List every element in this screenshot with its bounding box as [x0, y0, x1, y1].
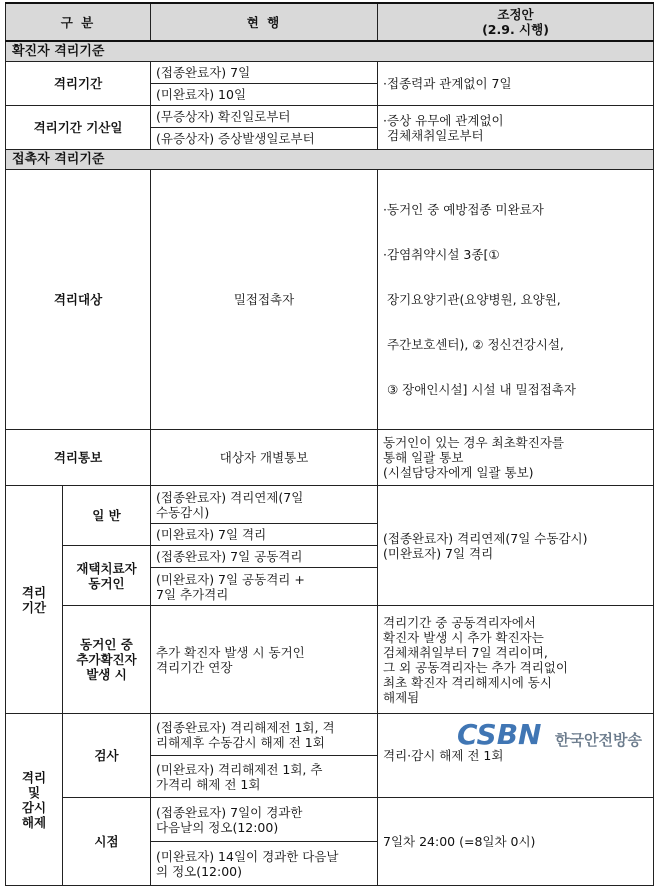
table-row — [6, 430, 654, 486]
text-line: (미완료자) 7일 격리 — [383, 545, 494, 561]
text-line: 추가확진자 — [76, 652, 137, 667]
broadcaster-watermark — [455, 712, 655, 752]
table-row — [6, 606, 654, 714]
sub-label-general: 일 반 — [63, 486, 151, 546]
cell-current: (미완료자) 10일 — [151, 84, 378, 106]
cell-current — [151, 842, 378, 886]
text-line: 7일 추가격리 — [156, 586, 229, 602]
sub-label-extra-case — [63, 606, 151, 714]
text-line: 동거인이 있는 경우 최초확진자를 — [383, 435, 564, 450]
cell-proposed: 7일차 24:00 (=8일차 0시) — [378, 798, 654, 886]
cell-current: (접종완료자) 7일 — [151, 62, 378, 84]
cell-current — [151, 714, 378, 756]
text-line: 격리기간 연장 — [156, 659, 233, 675]
section-row — [6, 41, 654, 62]
cell-current — [151, 568, 378, 606]
table-row — [6, 170, 654, 430]
text-line: (시설담당자에게 일괄 통보) — [383, 465, 534, 480]
text-line: 해제됨 — [383, 689, 420, 705]
text-line: 의 정오(12:00) — [156, 863, 242, 879]
text-line: ·증상 유무에 관계없이 — [383, 112, 504, 128]
table-row — [6, 486, 654, 524]
text-line: (접종완료자) 격리연제(7일 — [156, 489, 304, 505]
cell-current — [151, 798, 378, 842]
text-line: 최초 확진자 격리해제시에 동시 — [383, 674, 552, 690]
text-line: 가격리 해제 전 1회 — [156, 776, 261, 792]
sub-label-home-care — [63, 546, 151, 606]
text-line: ·동거인 중 예방접종 미완료자 — [383, 202, 544, 217]
section-title-confirmed: 확진자 격리기준 — [6, 41, 654, 62]
cell-proposed — [378, 106, 654, 150]
text-line: 기간 — [21, 599, 47, 615]
watermark-text: 한국안전방송 — [555, 731, 642, 749]
cell-current — [151, 606, 378, 714]
header-category: 구 분 — [6, 3, 151, 41]
header-proposed-title: 조정안 — [497, 7, 534, 22]
text-line: 검체채취일로부터 — [383, 127, 484, 143]
section-row — [6, 150, 654, 170]
text-line: 검체채취일부터 7일 격리이며, — [383, 644, 548, 660]
row-label-target: 격리대상 — [6, 170, 151, 430]
text-line: 격리기간 중 공동격리자에서 — [383, 614, 536, 630]
cell-proposed — [378, 170, 654, 430]
text-line: ③ 장애인시설] 시설 내 밀접접촉자 — [383, 382, 576, 397]
cell-current — [151, 486, 378, 524]
text-line: 수동감시) — [156, 504, 210, 520]
table-header-row — [6, 3, 654, 41]
sub-label-test: 검사 — [63, 714, 151, 798]
csbn-logo-icon — [457, 718, 542, 751]
text-line: ·감염취약시설 3종[① — [383, 247, 500, 262]
cell-current: (유증상자) 증상발생일로부터 — [151, 128, 378, 150]
text-line: (접종완료자) 격리해제전 1회, 격 — [156, 719, 335, 735]
cell-current: (무증상자) 확진일로부터 — [151, 106, 378, 128]
text-line: 추가 확진자 발생 시 동거인 — [156, 644, 305, 660]
table-row — [6, 62, 654, 84]
text-line: 격리 — [21, 769, 47, 785]
row-label-period-start: 격리기간 기산일 — [6, 106, 151, 150]
cell-current: 대상자 개별통보 — [151, 430, 378, 486]
text-line: 동거인 중 — [80, 637, 133, 652]
cell-proposed — [378, 486, 654, 606]
text-line: 감시 — [21, 799, 47, 815]
text-line: 해제 — [21, 814, 47, 830]
header-current: 현 행 — [151, 3, 378, 41]
text-line: (미완료자) 7일 공동격리 + — [156, 571, 305, 587]
text-line: (미완료자) 14일이 경과한 다음날 — [156, 848, 339, 864]
text-line: (미완료자) 격리해제전 1회, 추 — [156, 761, 323, 777]
section-title-contact: 접촉자 격리기준 — [6, 150, 654, 170]
cell-current: 밀접접촉자 — [151, 170, 378, 430]
text-line: 통해 일괄 통보 — [383, 450, 464, 465]
svg-text:CSBN: CSBN — [457, 718, 542, 751]
group-label-period — [6, 486, 63, 714]
header-proposed-date: (2.9. 시행) — [482, 22, 549, 37]
text-line: 재택치료자 — [76, 560, 137, 576]
text-line: (접종완료자) 격리연제(7일 수동감시) — [383, 530, 588, 546]
group-label-release — [6, 714, 63, 886]
cell-current: (접종완료자) 7일 공동격리 — [151, 546, 378, 568]
cell-current: (미완료자) 7일 격리 — [151, 524, 378, 546]
cell-proposed: ·접종력과 관계없이 7일 — [378, 62, 654, 106]
text-line: 및 — [27, 784, 41, 800]
text-line: 그 외 공동격리자는 추가 격리없이 — [383, 659, 568, 675]
text-line: 리해제후 수동감시 해제 전 1회 — [156, 734, 325, 750]
cell-proposed — [378, 606, 654, 714]
text-line: (접종완료자) 7일이 경과한 — [156, 804, 303, 820]
policy-comparison-table — [5, 2, 654, 886]
text-line: 발생 시 — [86, 667, 127, 682]
table-row — [6, 106, 654, 128]
table-row — [6, 798, 654, 842]
text-line: 확진자 발생 시 추가 확진자는 — [383, 629, 544, 645]
sub-label-timing: 시점 — [63, 798, 151, 886]
header-proposed — [378, 3, 654, 41]
text-line: 다음날의 정오(12:00) — [156, 819, 279, 835]
cell-current — [151, 756, 378, 798]
text-line: 장기요양기관(요양병원, 요양원, — [383, 292, 561, 307]
row-label-notice: 격리통보 — [6, 430, 151, 486]
text-line: 격리 — [21, 584, 47, 600]
row-label-isolation-period: 격리기간 — [6, 62, 151, 106]
cell-proposed — [378, 430, 654, 486]
cell-proposed: 격리·감시 해제 전 1회 — [378, 714, 654, 798]
text-line: 동거인 — [88, 575, 125, 591]
text-line: 주간보호센터), ② 정신건강시설, — [383, 337, 564, 352]
